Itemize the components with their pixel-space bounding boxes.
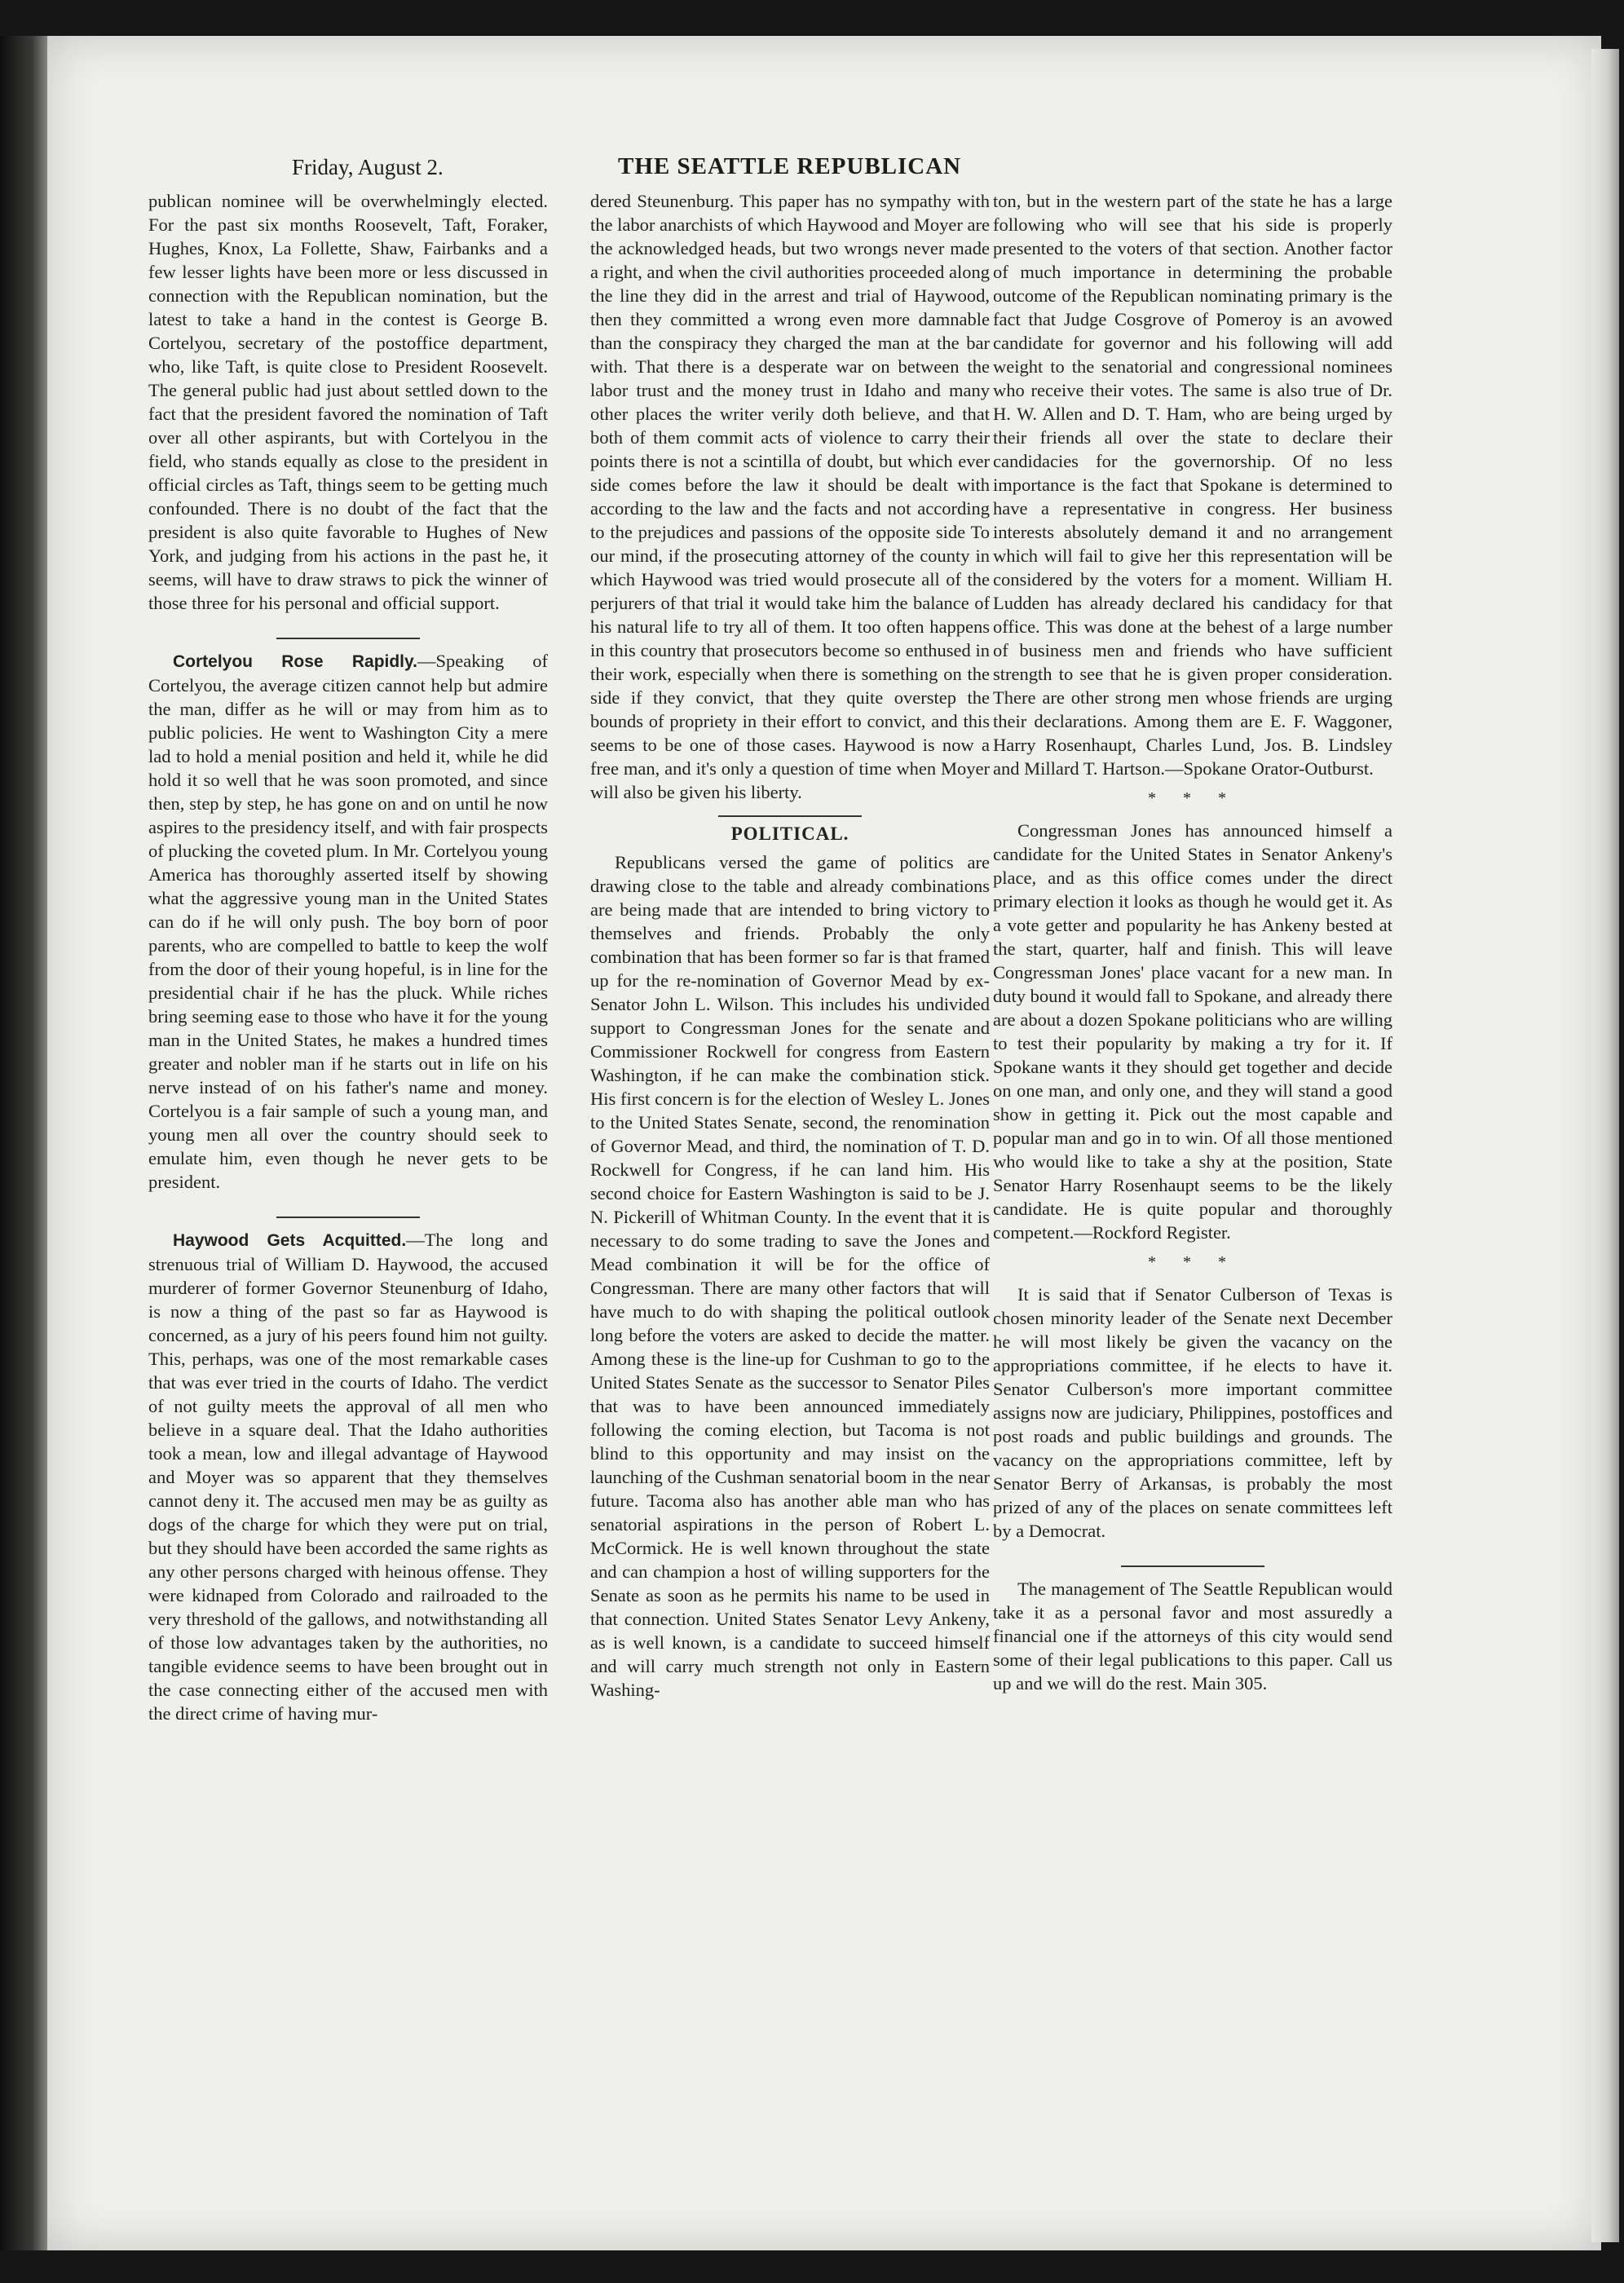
divider-rule [276,638,420,639]
paragraph-culberson: It is said that if Senator Culberson of Texas is chosen minority leader of the Senate next December he will most likely be given the vacancy on the appropriations committee, if he elects to have it. Senator Culberson's more important committee assigns now are judiciary, Philippines, postoffices and post roads and public buildings and grounds. The vacancy on the appropriations committee, left by Senator Berry of Arkansas, is probably the most prized of any of the places on senate committees left by a Democrat. [993,1284,1392,1541]
article-body: —The long and strenuous trial of William D. Haywood, the accused murderer of former Governor Steunenburg of Idaho, is now a thing of the past so far as Haywood is concerned, as a jury of his peers found him not guilty. This, perhaps, was one of the most remarkable cases that was ever tried in the courts of Idaho. The verdict of not guilty meets the approval of all men who believe in a square deal. That the Idaho authorities took a mean, low and illegal advantage of Haywood and Moyer was so apparent that they themselves cannot deny it. The accused men may be as guilty as dogs of the charge for which they were put on trial, but they should have been accorded the same rights as any other persons charged with heinous offense. They were kidnaped from Colorado and railroaded to the very threshold of the gallows, and notwithstanding all of those low advantages taken by the authorities, no tangible evidence seems to have been brought out in the case connecting either of the accused men with the direct crime of having mur- [148,1230,548,1724]
section-heading-political: POLITICAL. [730,824,850,844]
paragraph-nominee: publican nominee will be overwhelmingly elected. For the past six months Roosevelt, Taft, Foraker, Hughes, Knox, La Follette, Shaw, Fairbanks and a few lesser lights have been more or less discussed in connection with the Republican nomination, but the latest to take a hand in the contest is George B. Cortelyou, secretary of the postoffice department, who, like Taft, is quite close to President Roosevelt. The general public had just about settled down to the fact that the president favored the nomination of Taft over all other aspirants, but with Cortelyou in the field, who stands equally as close to the president in official circles as Taft, things seem to be getting much confounded. There is no doubt of the fact that the president is also quite favorable to Hughes of New York, and judging from his actions in the past he, it seems, will have to draw straws to pick the winner of those three for his personal and official support. [148,191,548,613]
column-1 [148,189,548,1725]
paragraph-spokane: ton, but in the western part of the state he has a large following who will see that his side is properly presented to the voters of that section. Another factor of much importance in determining the probable outcome of the Republican nominating primary is the fact that Judge Cosgrove of Pomeroy is an avowed candidate for governor and his following will add weight to the senatorial and congressional nominees who receive their votes. The same is also true of Dr. H. W. Allen and D. T. Ham, who are being urged by their friends all over the state to declare their candidacies for the governorship. Of no less importance is the fact that Spokane is determined to have a representative in congress. Her business interests absolutely demand it and no arrangement which will fail to give her this representation will be considered by the voters for a moment. William H. Ludden has already declared his candidacy for that office. This was done at the behest of a large number of business men and friends who have sufficient strength to see that he is given proper consideration. There are other strong men whose friends are urging their declarations. Among them are E. F. Waggoner, Harry Rosenhaupt, Charles Lund, Jos. B. Lindsley and Millard T. Hartson.—Spokane Orator-Outburst. [993,191,1392,779]
divider-rule [276,1217,420,1218]
paragraph-management-notice: The management of The Seattle Republican would take it as a personal favor and most assuredly a financial one if the attorneys of this city would send some of their legal publications to this paper. Call us up and we will do the rest. Main 305. [993,1579,1392,1693]
page-edge [1591,49,1619,2242]
article-headline: Haywood Gets Acquitted. [173,1231,407,1250]
paragraph-jones: Congressman Jones has announced himself a candidate for the United States in Senator Ankeny's place, and as this office comes under the direct primary election it looks as though he would get it. As a vote getter and popularity he has Ankeny bested at the start, quarter, half and finish. This will leave Congressman Jones' place vacant for a new man. In duty bound it would fall to Spokane, and already there are about a dozen Spokane politicians who are willing to test their popularity by making a try for it. If Spokane wants it they should get together and decide on one man, and only one, and they will stand a good show in getting it. Pick out the most capable and popular man and go in to win. Of all those mentioned who would like to take a shy at the position, State Senator Harry Rosenhaupt seems to be the likely candidate. He is quite popular and thoroughly competent.—Rockford Register. [993,820,1392,1243]
paragraph-steunenburg: dered Steunenburg. This paper has no sympathy with the labor anarchists of which Haywood and Moyer are the acknowledged heads, but two wrongs never made a right, and when the civil authorities proceeded along the line they did in the arrest and trial of Haywood, then they committed a wrong even more damnable than the conspiracy they charged the man at the bar with. That there is a desperate war on between the labor trust and the money trust in Idaho and many other places the writer verily doth believe, and that both of them commit acts of violence to carry their points there is not a scintilla of doubt, but which ever side comes before the law it should be dealt with according to the law and the facts and not according to the prejudices and passions of the opposite side To our mind, if the prosecuting attorney of the county in which Haywood was tried would prosecute all of the perjurers of that trial it would take him the balance of his natural life to try all of them. It too often happens in this country that prosecutors become so enthused in their work, especially when there is something on the side if they convict, that they quite overstep the bounds of propriety in their effort to convict, and this seems to be one of those cases. Haywood is now a free man, and it's only a question of time when Moyer will also be given his liberty. [590,191,990,802]
divider-rule [1121,1565,1264,1567]
divider-rule [718,815,862,817]
masthead-title: THE SEATTLE REPUBLICAN [618,153,962,179]
page-header [292,153,1332,186]
asterism-divider: * * * [1148,789,1238,807]
article-haywood [148,1228,548,1725]
issue-date: Friday, August 2. [292,155,444,179]
column-2 [590,189,990,1702]
column-3 [993,189,1392,1695]
paragraph-political: Republicans versed the game of politics are drawing close to the table and already combinations are being made that are intended to bring victory to themselves and friends. Probably the only combination that has been former so far is that framed up for the re-nomination of Governor Mead by ex-Senator John L. Wilson. This includes his undivided support to Congressman Jones for the senate and Commissioner Rockwell for congress from Eastern Washington, if he can make the combination stick. His first concern is for the election of Wesley L. Jones to the United States Senate, second, the renomination of Governor Mead, and third, the nomination of T. D. Rockwell for Congress, if he can land him. His second choice for Eastern Washington is said to be J. N. Pickerill of Whitman County. In the event that it is necessary to do some trading to save the Jones and Mead combination it will be for the office of Congressman. There are many other factors that will have much to do with shaping the political outlook long before the voters are asked to decide the matter. Among these is the line-up for Cushman to go to the United States Senate as the successor to Senator Piles that was to have been announced immediately following the coming election, but Tacoma is not blind to this opportunity and may insist on the launching of the Cushman senatorial boom in the near future. Tacoma also has another able man who has senatorial aspirations in the person of Robert L. McCormick. He is well known throughout the state and can champion a host of willing supporters for the Senate as soon as he permits his name to be used in that connection. United States Senator Levy Ankeny, as is well known, is a candidate to succeed himself and will carry much strength not only in Eastern Washing- [590,852,990,1700]
article-body: —Speaking of Cortelyou, the average citizen cannot help but admire the man, differ as he will or may from him as to public policies. He went to Washington City a mere lad to hold a menial position and held it, while he did hold it so well that he was soon promoted, and since then, step by step, he has gone on and on until he now aspires to the presidency itself, and with fair prospects of plucking the coveted plum. In Mr. Cortelyou young America has thoroughly asserted itself by showing what the aggressive young man in the United States can do if he will only push. The boy born of poor parents, who are compelled to battle to keep the wolf from the door of their young hopeful, is in line for the presidential chair if he has the pluck. While riches bring seeming ease to those who have it for the young man in the United States, he makes a hundred times greater and nobler man if he starts out in life on his nerve instead of on his father's name and money. Cortelyou is a fair sample of such a young man, and young men all over the country should seek to emulate him, even though he never gets to be president. [148,651,549,1192]
asterism-divider: * * * [1148,1253,1238,1271]
article-cortelyou [148,649,548,1194]
article-headline: Cortelyou Rose Rapidly. [173,652,417,671]
